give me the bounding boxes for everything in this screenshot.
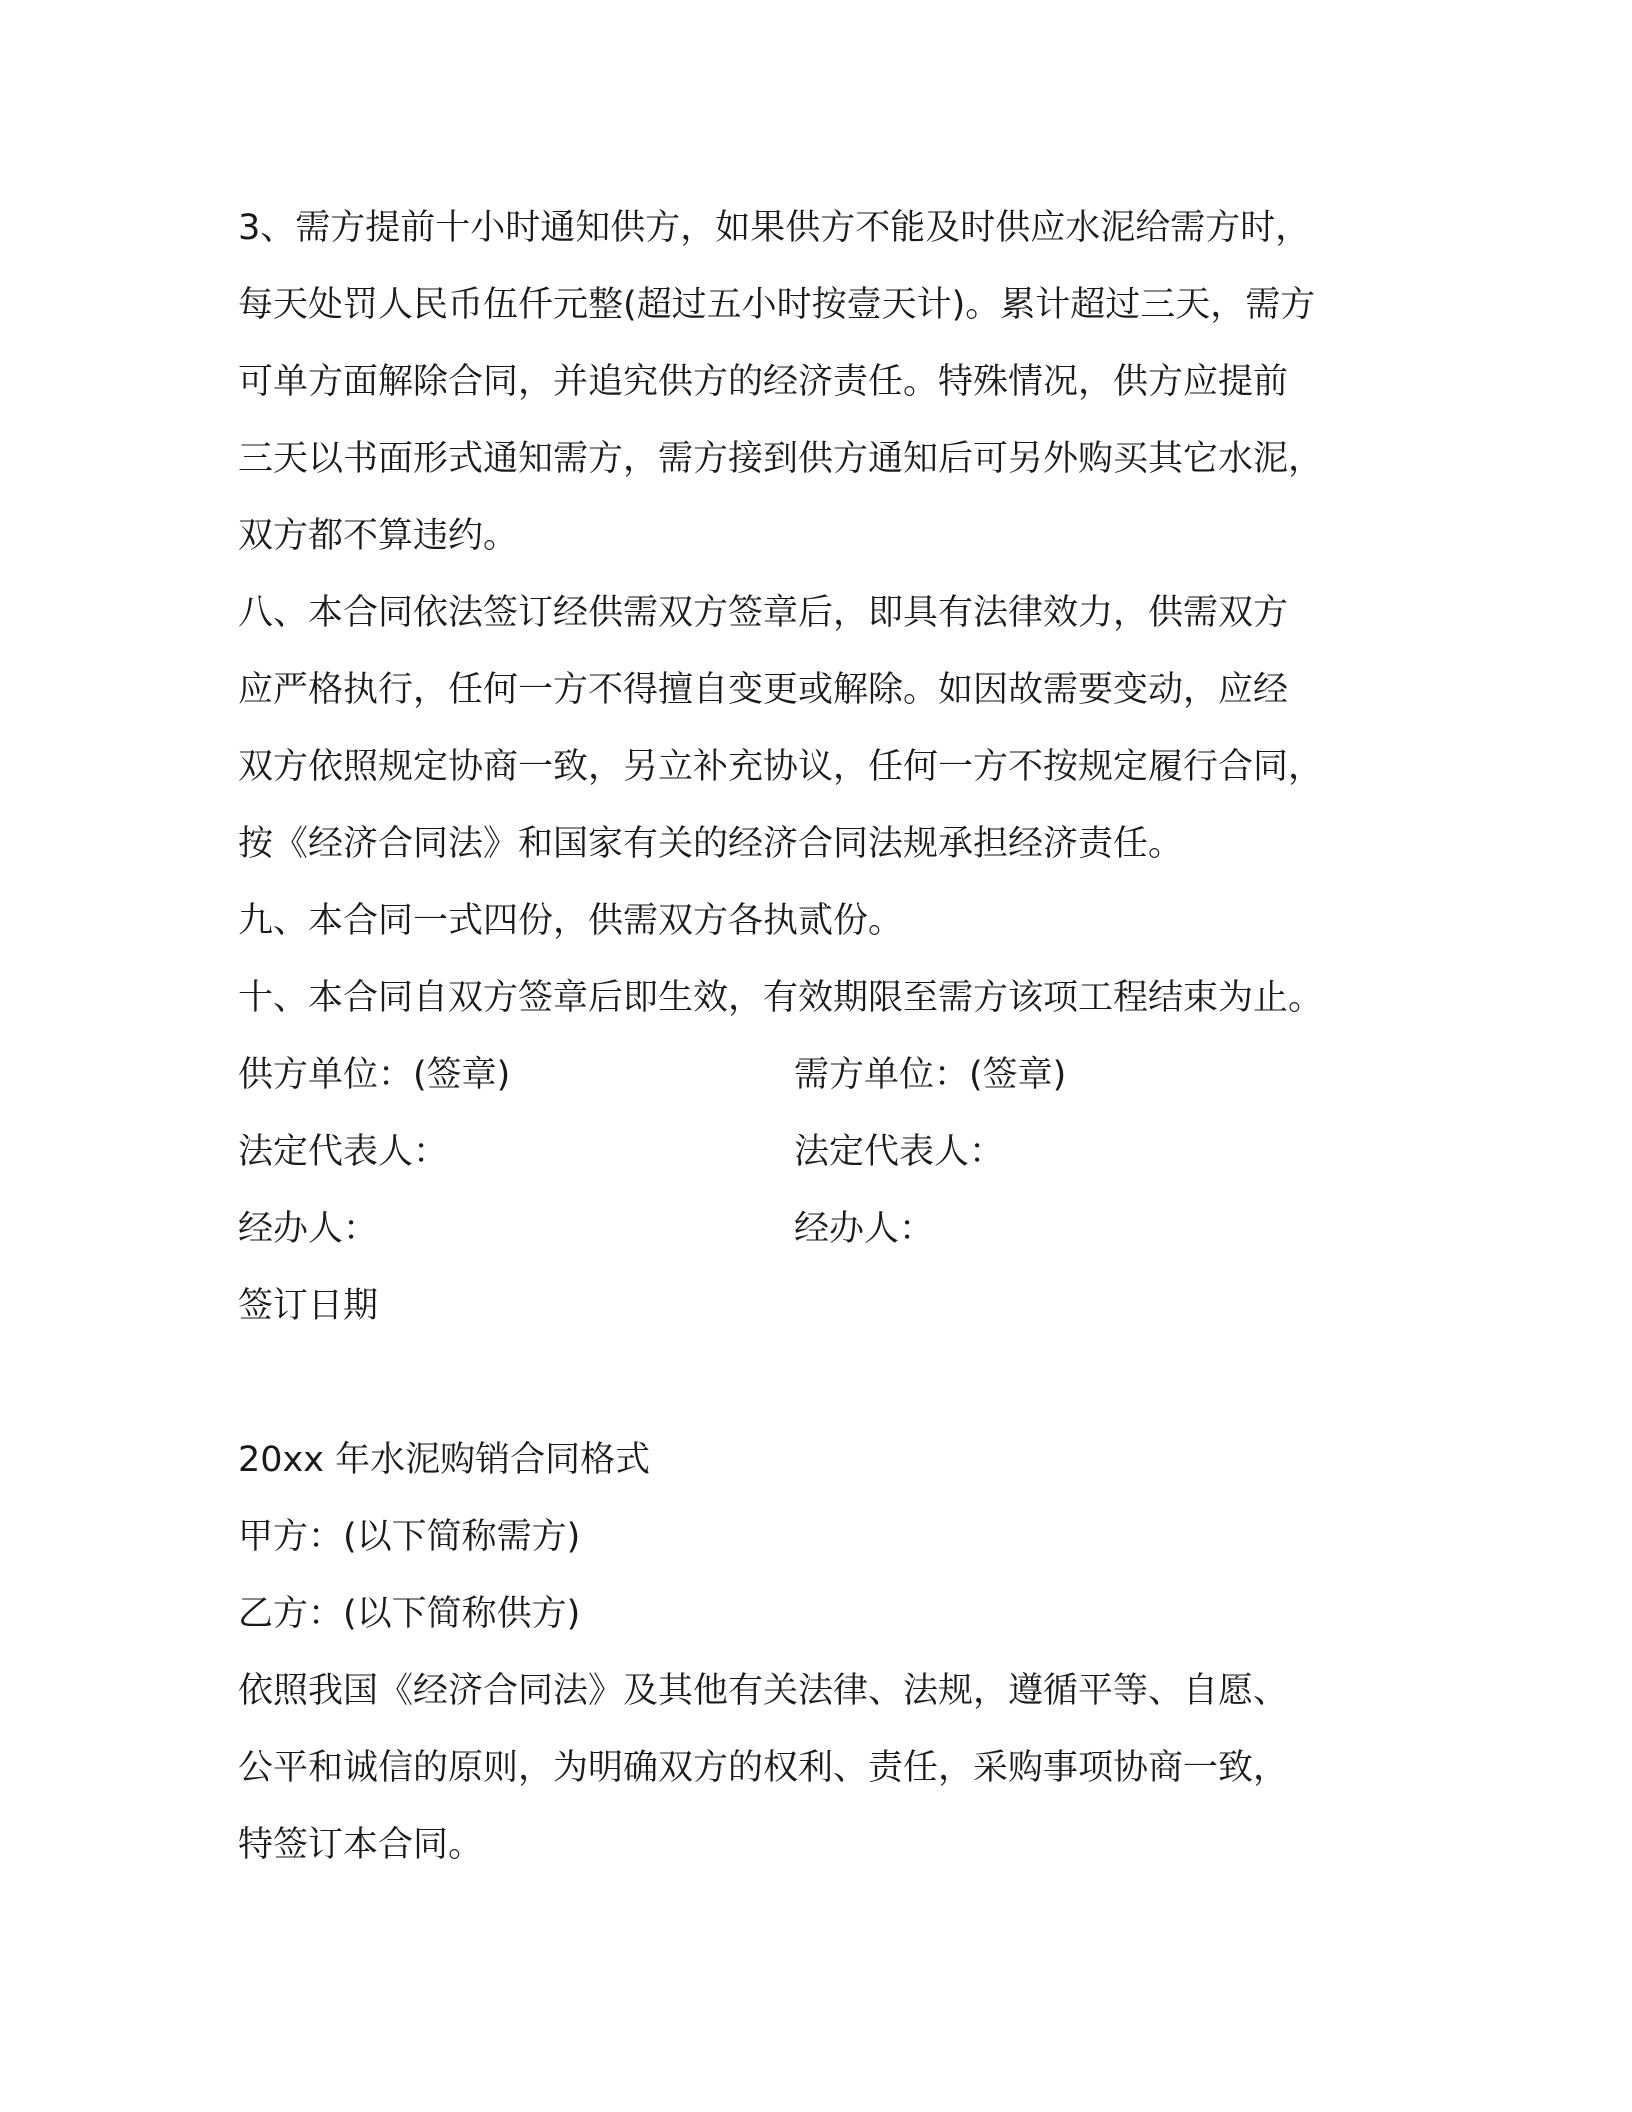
text-line: 三天以书面形式通知需方，需方接到供方通知后可另外购买其它水泥， <box>238 439 1324 479</box>
text-line: 可单方面解除合同，并追究供方的经济责任。特殊情况，供方应提前 <box>238 362 1289 402</box>
contract-title: 20xx 年水泥购销合同格式 <box>238 1440 651 1480</box>
text-line: 每天处罚人民币伍仟元整(超过五小时按壹天计)。累计超过三天，需方 <box>238 285 1316 325</box>
text-line: 应严格执行，任何一方不得擅自变更或解除。如因故需要变动，应经 <box>238 670 1289 710</box>
party-a-label: 甲方：(以下简称需方) <box>238 1517 581 1557</box>
text-line: 公平和诚信的原则，为明确双方的权利、责任，采购事项协商一致， <box>238 1748 1289 1788</box>
signature-row-rep <box>238 1114 1398 1191</box>
text-line: 八、本合同依法签订经供需双方签章后，即具有法律效力，供需双方 <box>238 593 1289 633</box>
buyer-unit-label: 需方单位：(签章) <box>794 1055 1067 1095</box>
signature-block <box>238 1037 1398 1345</box>
section-spacer <box>238 1345 1398 1422</box>
document-page <box>238 190 1398 1884</box>
text-line: 特签订本合同。 <box>238 1825 484 1865</box>
second-contract <box>238 1422 1398 1884</box>
party-b-label: 乙方：(以下简称供方) <box>238 1594 581 1634</box>
signature-row-unit <box>238 1037 1398 1114</box>
clause-8 <box>238 575 1398 883</box>
sign-date-label: 签订日期 <box>238 1286 379 1326</box>
text-line: 3、需方提前十小时通知供方，如果供方不能及时供应水泥给需方时， <box>238 208 1311 248</box>
supplier-rep-label: 法定代表人： <box>238 1132 449 1172</box>
supplier-unit-label: 供方单位：(签章) <box>238 1055 511 1095</box>
buyer-agent-label: 经办人： <box>794 1209 935 1249</box>
text-line: 双方依照规定协商一致，另立补充协议，任何一方不按规定履行合同， <box>238 747 1324 787</box>
supplier-agent-label: 经办人： <box>238 1209 379 1249</box>
text-line: 按《经济合同法》和国家有关的经济合同法规承担经济责任。 <box>238 824 1184 864</box>
clause-10: 十、本合同自双方签章后即生效，有效期限至需方该项工程结束为止。 <box>238 978 1324 1018</box>
clause-3 <box>238 190 1398 575</box>
text-line: 依照我国《经济合同法》及其他有关法律、法规，遵循平等、自愿、 <box>238 1671 1289 1711</box>
text-line: 双方都不算违约。 <box>238 516 519 556</box>
signature-row-agent <box>238 1191 1398 1268</box>
clause-9: 九、本合同一式四份，供需双方各执贰份。 <box>238 901 904 941</box>
buyer-rep-label: 法定代表人： <box>794 1132 1005 1172</box>
